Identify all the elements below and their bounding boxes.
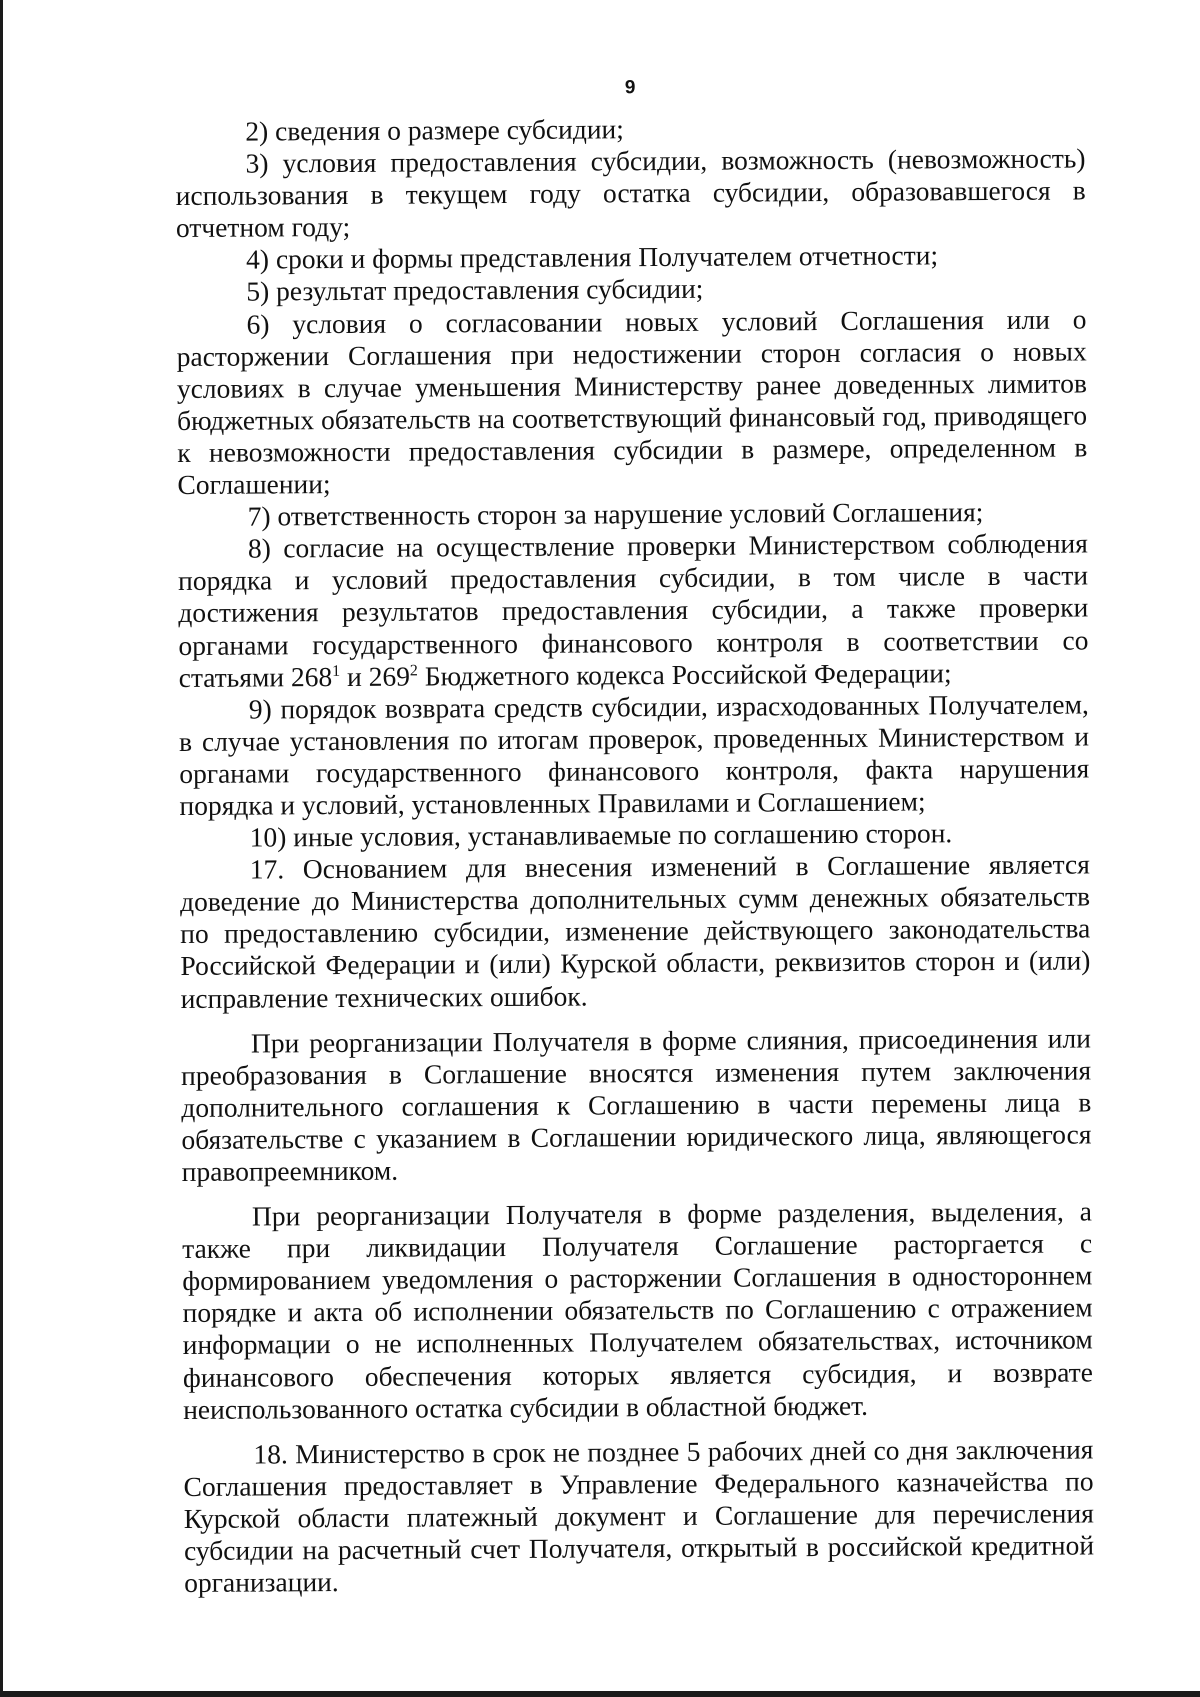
scan-border-left [0, 0, 3, 1697]
list-item-8-text-middle: и 269 [340, 660, 410, 692]
list-item-8-text-end: Бюджетного кодекса Российской Федерации; [417, 656, 952, 692]
superscript-2: 2 [409, 661, 418, 680]
clause-18: 18. Министерство в срок не позднее 5 рабочих дней со дня заключения Соглашения предоставляет в Управление Федерального казначейства по Курской области платежный документ и Соглашение для перечисления субсидии на расчетный счет Получателя, открытый в российской кредитной организации. [183, 1433, 1095, 1599]
list-item-6: 6) условия о согласовании новых условий Соглашения или о расторжении Соглашения при недостижении сторон согласия о новых условиях в случае уменьшения Министерству ранее доведенных лимитов бюджетных обязательств на соответствующий финансовый год, приводящего к невозможности предоставления субсидии в размере, определенном в Соглашении; [176, 302, 1088, 501]
page-number: 9 [624, 77, 636, 99]
clause-17-reorganization-merger: При реорганизации Получателя в форме слияния, присоединения или преобразования в Соглашение вносятся изменения путем заключения дополнительного соглашения к Соглашению в части перемены лица в обязательстве с указанием в Соглашении юридического лица, являющегося правопреемником. [181, 1022, 1092, 1187]
clause-17: 17. Основанием для внесения изменений в Соглашение является доведение до Министерства дополнительных сумм денежных обязательств по предоставлению субсидии, изменение действующего законодательства Российской Федерации и (или) Курской области, реквизитов сторон и (или) исправление технических ошибок. [179, 848, 1091, 1014]
list-item-2: 2) сведения о размере субсидии; [245, 113, 624, 147]
list-item-10: 10) иные условия, устанавливаемые по соглашению сторон. [249, 817, 953, 853]
clause-17-reorganization-division: При реорганизации Получателя в форме разделения, выделения, а также при ликвидации Получателя Соглашение расторгается с формированием уведомления о расторжении Соглашения в одностороннем порядке и акта об исполнении обязательств по Соглашению с отражением информации о не исполненных Получателем обязательствах, источником финансового обеспечения которых является субсидия, и возврате неиспользованного остатка субсидии в областной бюджет. [182, 1195, 1094, 1425]
list-item-3: 3) условия предоставления субсидии, возможность (невозможность) использования в текущем году остатка субсидии, образовавшегося в отчетном году; [175, 142, 1086, 244]
superscript-1: 1 [332, 662, 341, 680]
list-item-9: 9) порядок возврата средств субсидии, израсходованных Получателем, в случае установления по итогам проверок, проведенных Министерством и органами государственного финансового контроля, факта нарушения порядка и условий, установленных Правилами и Соглашением; [178, 688, 1090, 821]
list-item-8-text-start: 8) согласие на осуществление проверки Министерством соблюдения порядка и условий предоставления субсидии, в том числе в части достижения результатов предоставления субсидии, а также проверки органами государственного финансового контроля в соответствии со статьями 268 [177, 527, 1089, 693]
scan-border-bottom [0, 1691, 1200, 1697]
list-item-8 [178, 528, 1089, 694]
list-item-4: 4) сроки и формы представления Получателем отчетности; [246, 239, 939, 275]
list-item-7: 7) ответственность сторон за нарушение условий Соглашения; [247, 496, 984, 532]
document-page [175, 70, 1094, 1599]
list-item-5: 5) результат предоставления субсидии; [246, 273, 704, 308]
